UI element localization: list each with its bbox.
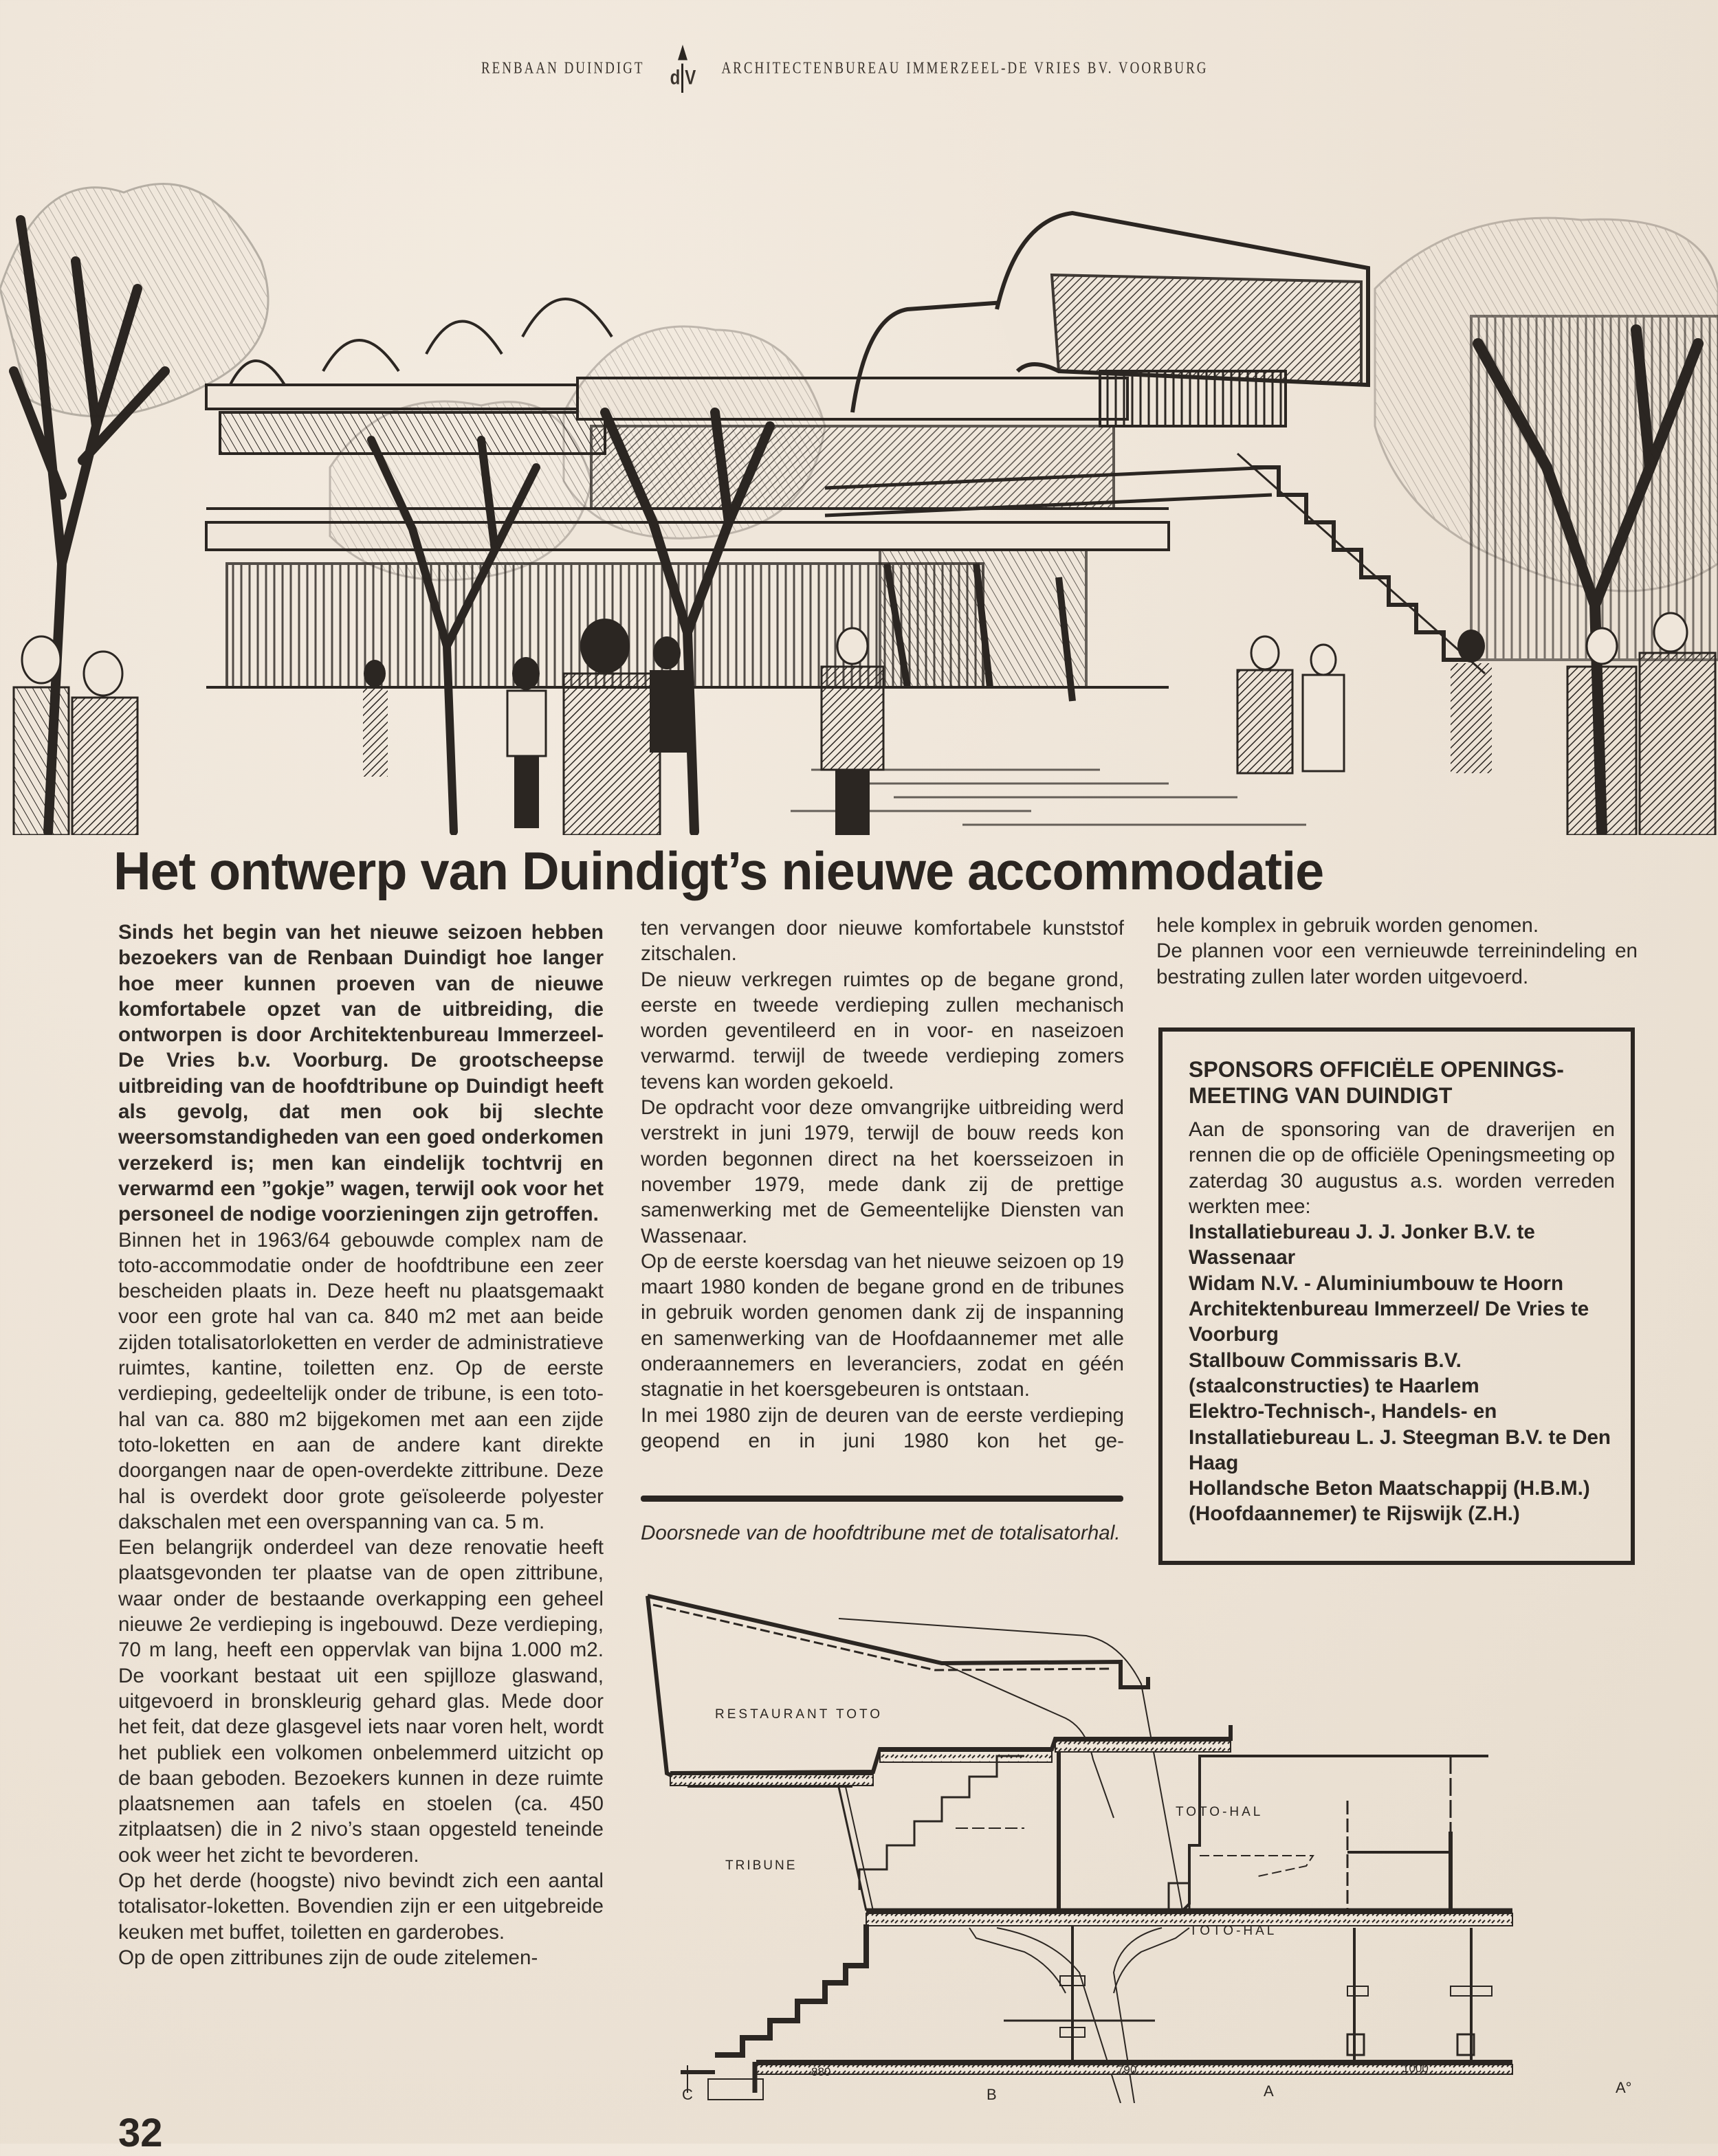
masthead — [481, 52, 1485, 89]
cross-section-diagram — [639, 1581, 1650, 2103]
article-lead: Sinds het begin van het nieuwe seizoen hebben bezoekers van de Renbaan Duindigt hoe langer hoe meer kunnen proeven van de nieuwe komfortabele opzet van de uitbreiding, die ontworpen is door Architektenbureau Immerzeel-De Vries b.v. Voorburg. De grootscheepse uitbreiding van de hoofdtribune op Duindigt heeft als gevolg, dat men ook bij slechte weersomstandigheden van een goed onderkomen verzekerd is; men kan eindelijk tochtvrij en verwarmd een ”gokje” wagen, terwijl ook voor het personeel de nodige voorzieningen zijn getroffen. — [118, 921, 604, 1226]
paragraph: Op het derde (hoogste) nivo bevindt zich een aantal totalisator-loketten. Bovendien zijn er een uitgebreide keuken met buffet, toiletten en garderobes. — [118, 1869, 604, 1944]
sponsor-item: Installatiebureau J. J. Jonker B.V. te Wassenaar — [1189, 1221, 1535, 1269]
paragraph: Binnen het in 1963/64 gebouwde complex nam de toto-accommodatie onder de hoofdtribune een zeer bescheiden plaats in. Deze heeft nu plaatsgemaakt voor een grote hal van ca. 840 m2 met aan beide zijden totalisatorloketten en verder de administratieve ruimtes, kantine, toiletten enz. Op de eerste verdieping, gedeeltelijk onder de tribune, is een toto-hal van ca. 880 m2 bijgekomen met aan een zijde toto-loketten en aan de andere kant direkte doorgangen naar de open-overdekte zittribune. Deze hal is overdekt door grote geïsoleerde polyester dakschalen met een overspanning van ca. 5 m. — [118, 1228, 604, 1533]
sponsor-box-intro: Aan de sponsoring van de draverijen en rennen die op de officiële Openingsmeeting op zaterdag 30 augustus a.s. worden verreden werkten mee: — [1189, 1118, 1615, 1218]
sponsor-item: Stallbouw Commissaris B.V. (staalconstructies) te Haarlem — [1189, 1348, 1479, 1397]
axis-label-b: B — [987, 2086, 997, 2103]
diagram-caption: Doorsnede van de hoofdtribune met de totalisatorhal. — [641, 1522, 1121, 1544]
masthead-left: RENBAAN DUINDIGT — [481, 59, 645, 78]
sponsor-box — [1158, 1027, 1635, 1565]
paragraph: De plannen voor een vernieuwde terreinindeling en bestrating zullen later worden uitgevoerd. — [1156, 940, 1638, 988]
article-column-1 — [118, 920, 604, 1970]
article-headline: Het ontwerp van Duindigt’s nieuwe accommodatie — [113, 841, 1324, 901]
article-column-2 — [641, 915, 1124, 1454]
label-restaurant: RESTAURANT TOTO — [715, 1707, 883, 1722]
paragraph: De opdracht voor deze omvangrijke uitbreiding werd verstrekt in juni 1979, terwijl de bouw reeds kon worden begonnen direct na het koersseizoen in november 1979, mede dank zij de prettige samenwerking met de Gemeentelijke Diensten van Wassenaar. — [641, 1096, 1124, 1247]
sponsor-item: Hollandsche Beton Maatschappij (H.B.M.) (Hoofdaannemer) te Rijswijk (Z.H.) — [1189, 1477, 1590, 1526]
page-number: 32 — [118, 2111, 163, 2155]
paragraph: ten vervangen door nieuwe komfortabele kunststof zitschalen. — [641, 917, 1124, 966]
sponsor-box-title: SPONSORS OFFICIËLE OPENINGS-MEETING VAN DUINDIGT — [1189, 1057, 1564, 1108]
article-column-3 — [1156, 913, 1638, 990]
label-totohal-upper: TOTO-HAL — [1176, 1805, 1264, 1819]
axis-label-a-zero: A° — [1616, 2079, 1632, 2096]
sponsor-item: Architektenbureau Immerzeel/ De Vries te Voorburg — [1189, 1298, 1589, 1346]
dim-880: 880 — [811, 2065, 831, 2078]
paragraph: Een belangrijk onderdeel van deze renovatie heeft plaatsgevonden ter plaatse van de open zittribune, waar onder de bestaande overkapping een geheel nieuwe 2e verdieping is ingebouwd. Deze verdieping, 70 m lang, heeft een oppervlak van bijna 1.000 m2. De voorkant bestaat uit een spijlloze glaswand, uitgevoerd in bronskleurig gehard glas. Mede door het feit, dat deze glasgevel iets naar voren helt, wordt het publiek een volkomen onbelemmerd uitzicht op de baan geboden. Bezoekers kunnen in deze ruimte plaatsnemen aan tafels en stoelen (ca. 450 zitplaatsen) die in 2 nivo’s staan opgesteld teneinde ook weer het zicht te bevorderen. — [118, 1536, 604, 1867]
axis-label-a: A — [1264, 2082, 1274, 2100]
paragraph: In mei 1980 zijn de deuren van de eerste verdieping geopend en in juni 1980 kon het ge- — [641, 1403, 1124, 1452]
sponsor-item: Elektro-Technisch-, Handels- en Installatiebureau L. J. Steegman B.V. te Den Haag — [1189, 1400, 1611, 1474]
sponsor-list — [1189, 1219, 1615, 1527]
logo-arrow-icon — [678, 45, 687, 60]
grandstand-illustration — [0, 82, 1718, 835]
architect-logo: d V — [668, 45, 698, 93]
axis-label-c: C — [682, 2086, 693, 2103]
masthead-right: ARCHITECTENBUREAU IMMERZEEL-DE VRIES BV. VOORBURG — [721, 59, 1209, 78]
paragraph: hele komplex in gebruik worden genomen. — [1156, 914, 1539, 937]
column-divider-rule — [641, 1496, 1123, 1502]
label-tribune: TRIBUNE — [725, 1858, 797, 1873]
dim-790: 790 — [1117, 2063, 1137, 2076]
paragraph: Op de open zittribunes zijn de oude zitelemen- — [118, 1946, 538, 1969]
paragraph: De nieuw verkregen ruimtes op de begane grond, eerste en tweede verdieping zullen mechanisch worden geventileerd en in voor- en naseizoen verwarmd. terwijl de tweede verdieping zomers tevens kan worden gekoeld. — [641, 968, 1124, 1093]
label-totohal-lower: TOTO-HAL — [1189, 1924, 1277, 1938]
sponsor-item: Widam N.V. - Aluminiumbouw te Hoorn — [1189, 1271, 1564, 1295]
paragraph: Op de eerste koersdag van het nieuwe seizoen op 19 maart 1980 konden de begane grond en de tribunes in gebruik worden genomen dank zij de inspanning en samenwerking van de Hoofdaannemer met alle onderaannemers en leveranciers, zodat en géén stagnatie in het koersgebeuren is ontstaan. — [641, 1249, 1124, 1401]
dim-1000: 1000 — [1402, 2062, 1429, 2075]
